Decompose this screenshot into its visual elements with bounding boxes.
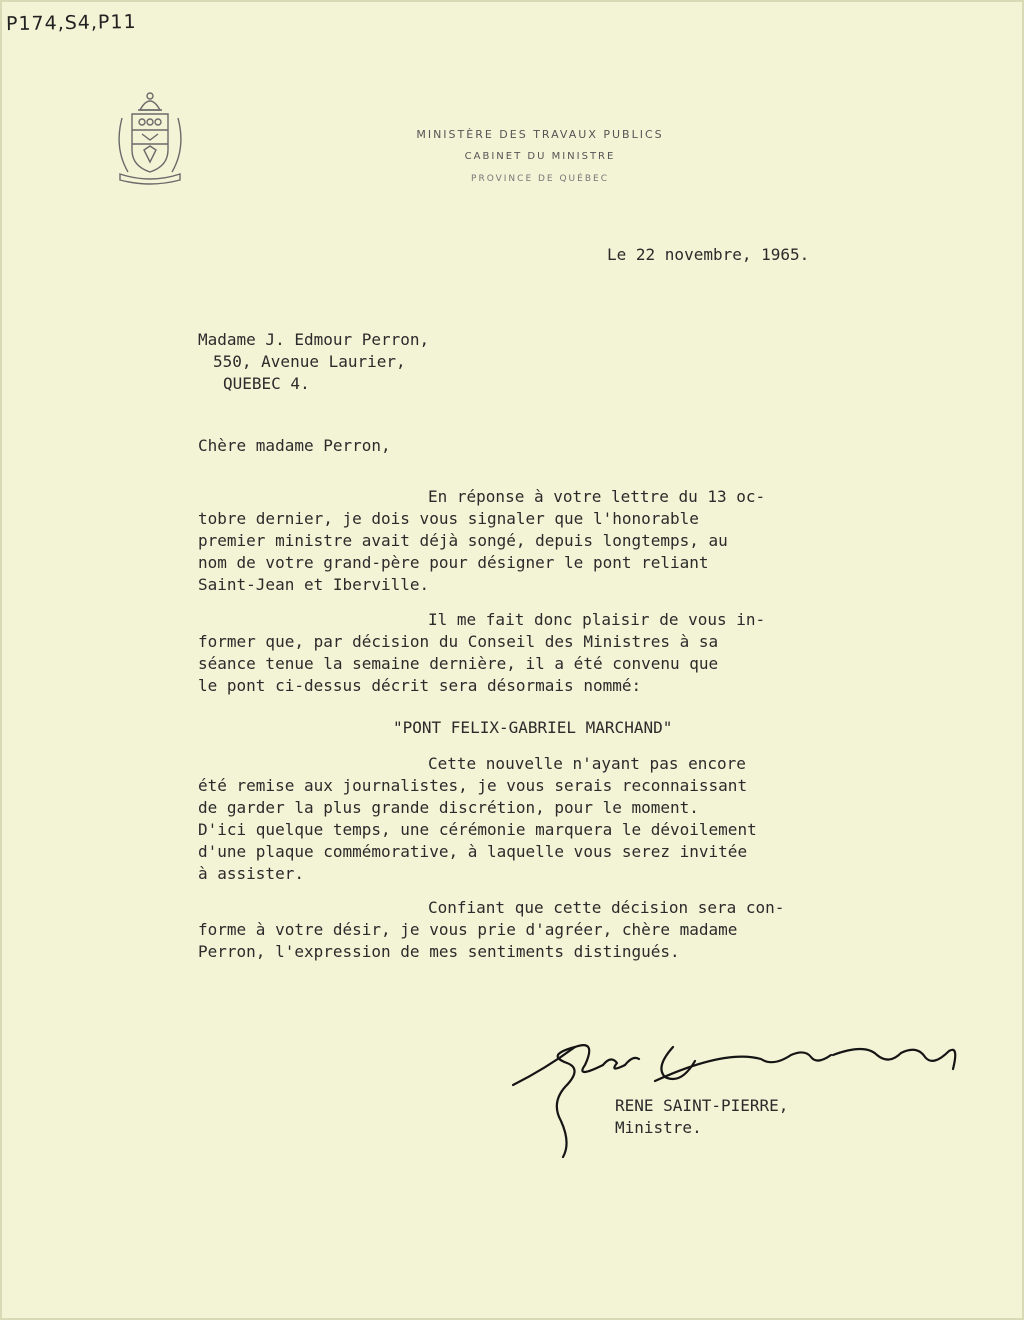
paragraph3-line: à assister.: [198, 864, 304, 883]
paragraph1-line: premier ministre avait déjà songé, depuis longtemps, au: [198, 531, 728, 550]
paragraph1-line: tobre dernier, je dois vous signaler que l'honorable: [198, 509, 699, 528]
salutation: Chère madame Perron,: [198, 436, 391, 455]
signatory-name: RENE SAINT-PIERRE,: [615, 1096, 789, 1115]
paragraph3-line: d'une plaque commémorative, à laquelle vous serez invitée: [198, 842, 748, 861]
signatory-title: Ministre.: [615, 1118, 702, 1137]
paragraph2-line: former que, par décision du Conseil des Ministres à sa: [198, 632, 719, 651]
paragraph1-line: En réponse à votre lettre du 13 oc-: [428, 487, 766, 506]
paragraph4-line: forme à votre désir, je vous prie d'agréer, chère madame: [198, 920, 738, 939]
paragraph1-line: nom de votre grand-père pour désigner le pont reliant: [198, 553, 709, 572]
paragraph3-line: Cette nouvelle n'ayant pas encore: [428, 754, 746, 773]
paragraph2-line: le pont ci-dessus décrit sera désormais nommé:: [198, 676, 642, 695]
letterhead-cabinet: CABINET DU MINISTRE: [464, 151, 616, 162]
letterhead-province: PROVINCE DE QUÉBEC: [471, 174, 609, 184]
bridge-name: "PONT FELIX-GABRIEL MARCHAND": [393, 718, 673, 737]
archive-reference: P174,S4,P11: [5, 10, 137, 36]
paragraph3-line: de garder la plus grande discrétion, pour le moment.: [198, 798, 699, 817]
recipient-name: Madame J. Edmour Perron,: [198, 330, 430, 349]
recipient-street: 550, Avenue Laurier,: [213, 352, 406, 371]
paragraph3-line: été remise aux journalistes, je vous serais reconnaissant: [198, 776, 748, 795]
recipient-city: QUEBEC 4.: [223, 374, 310, 393]
letterhead-ministry: MINISTÈRE DES TRAVAUX PUBLICS: [416, 128, 664, 141]
paragraph4-line: Perron, l'expression de mes sentiments distingués.: [198, 942, 680, 961]
paragraph2-line: Il me fait donc plaisir de vous in-: [428, 610, 766, 629]
quebec-coat-of-arms-icon: [112, 88, 188, 188]
paragraph3-line: D'ici quelque temps, une cérémonie marquera le dévoilement: [198, 820, 757, 839]
letter-date: Le 22 novembre, 1965.: [607, 245, 810, 264]
paragraph4-line: Confiant que cette décision sera con-: [428, 898, 785, 917]
paragraph1-line: Saint-Jean et Iberville.: [198, 575, 430, 594]
paragraph2-line: séance tenue la semaine dernière, il a été convenu que: [198, 654, 719, 673]
